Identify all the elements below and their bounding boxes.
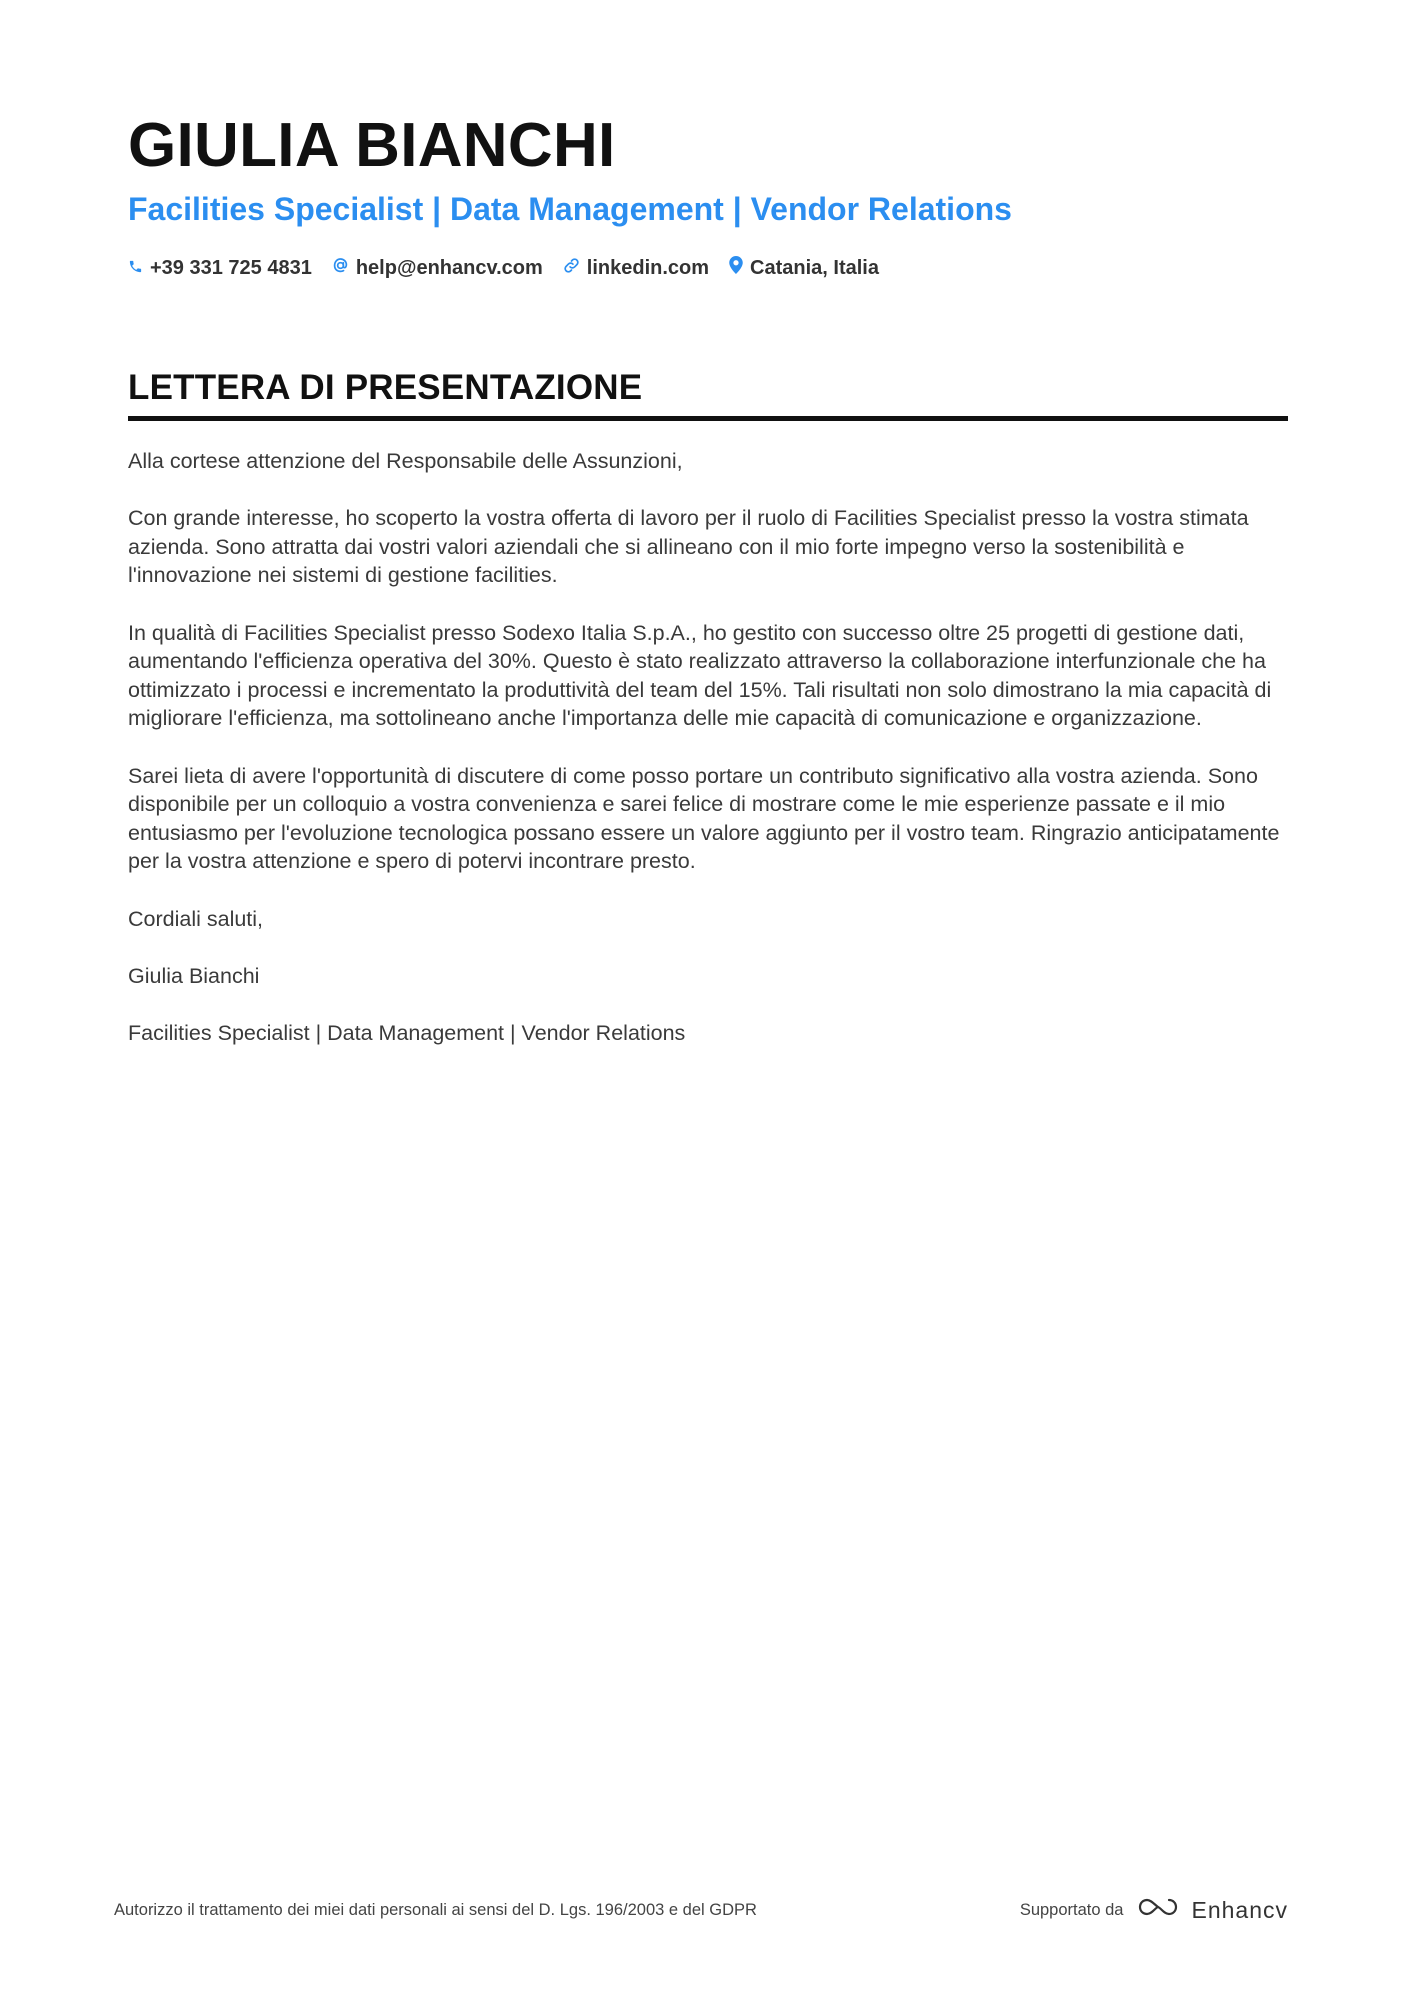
- powered-by-label: Supportato da: [1019, 1900, 1124, 1919]
- contact-linkedin[interactable]: [563, 254, 709, 282]
- letter-body: [128, 447, 1288, 1047]
- letter-salutation: Alla cortese attenzione del Responsabile delle Assunzioni,: [128, 449, 683, 473]
- email-text: help@enhancv.com: [355, 257, 543, 279]
- section-divider: [128, 416, 1288, 421]
- contact-location: [729, 254, 879, 282]
- brand-name: Enhancv: [1191, 1896, 1288, 1923]
- brand-logo: [1135, 1895, 1288, 1925]
- section-title: LETTERA DI PRESENTAZIONE: [128, 368, 643, 407]
- letter-closing: Cordiali saluti,: [128, 906, 264, 931]
- letter-paragraph: In qualità di Facilities Specialist presso Sodexo Italia S.p.A., ho gestito con successo oltre 25 progetti di gestione dati, aumentando l'efficienza operativa del 30%. Questo è stato realizzato attraverso la collaborazione interfunzionale che ha ottimizzato i processi e incrementato la produttività del team del 15%. Tali risultati non solo dimostrano la mia capacità di migliorare l'efficienza, ma sottolineano anche l'importanza delle mie capacità di comunicazione e organizzazione.: [128, 620, 1272, 731]
- powered-by[interactable]: [1020, 1895, 1288, 1925]
- linkedin-text: linkedin.com: [586, 257, 710, 279]
- location-pin-icon: [729, 254, 743, 282]
- letter-paragraph: Con grande interesse, ho scoperto la vostra offerta di lavoro per il ruolo di Facilities Specialist presso la vostra stimata azienda. Sono attratta dai vostri valori aziendali che si allineano con il mio forte impegno verso la sostenibilità e l'innovazione nei sistemi di gestione facilities.: [128, 506, 1249, 588]
- candidate-tagline: Facilities Specialist | Data Management | Vendor Relations: [128, 191, 1012, 227]
- cover-letter-section: [128, 366, 1288, 1076]
- contact-bar: [128, 254, 1288, 282]
- candidate-name: GIULIA BIANCHI: [128, 111, 616, 180]
- location-text: Catania, Italia: [750, 257, 879, 279]
- signature-title: Facilities Specialist | Data Management | Vendor Relations: [128, 1020, 686, 1045]
- phone-icon: [128, 254, 143, 282]
- footer: [114, 1890, 1288, 1930]
- at-icon: [332, 254, 349, 282]
- privacy-consent: Autorizzo il trattamento dei miei dati personali ai sensi del D. Lgs. 196/2003 e del GDPR: [114, 1900, 757, 1919]
- letter-paragraph: Sarei lieta di avere l'opportunità di discutere di come posso portare un contributo significativo alla vostra azienda. Sono disponibile per un colloquio a vostra convenienza e sarei felice di mostrare come le mie esperienze passate e il mio entusiasmo per l'evoluzione tecnologica possano essere un valore aggiunto per il vostro team. Ringrazio anticipatamente per la vostra attenzione e spero di potervi incontrare presto.: [128, 763, 1280, 874]
- signature-name: Giulia Bianchi: [128, 963, 260, 988]
- link-icon: [563, 254, 580, 282]
- contact-email[interactable]: [332, 254, 543, 282]
- contact-phone: [128, 254, 312, 282]
- infinity-logo-icon: [1135, 1895, 1181, 1925]
- phone-text: +39 331 725 4831: [150, 257, 312, 279]
- header: [128, 108, 1288, 282]
